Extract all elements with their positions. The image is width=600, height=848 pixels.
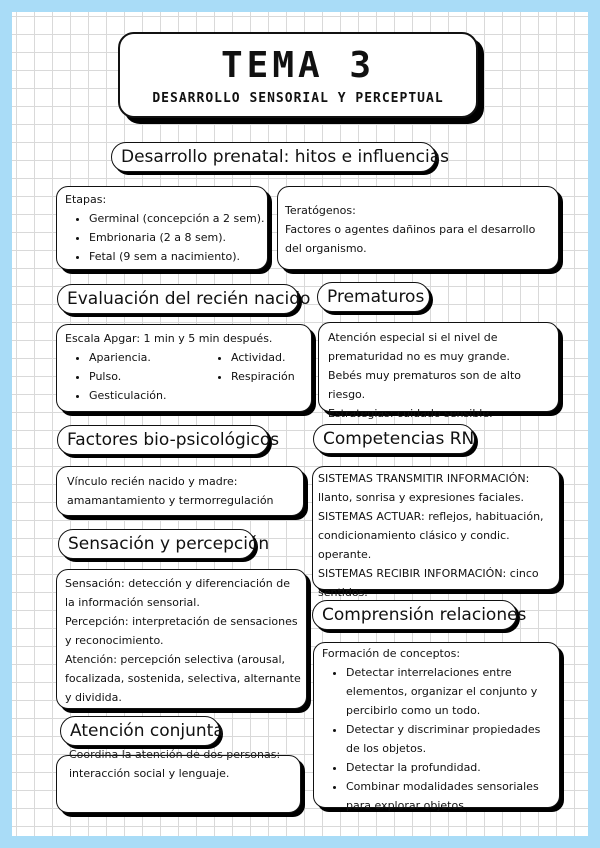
factores-box	[56, 466, 304, 516]
etapas-list	[65, 209, 267, 266]
heading-evaluacion: Evaluación del recién nacido	[57, 284, 299, 314]
transmitir-text: llanto, sonrisa y expresiones faciales.	[318, 491, 524, 504]
page-title: TEMA 3	[220, 45, 376, 86]
list-item: • Gesticulación.	[89, 386, 207, 405]
heading-competencias: Competencias RN	[313, 424, 475, 454]
list-item: • Actividad.	[231, 348, 295, 367]
factores-text: Vínculo recién nacido y madre: amamantamiento y termorregulación	[67, 475, 274, 507]
heading-factores: Factores bio-psicológicos	[57, 425, 269, 455]
heading-prenatal: Desarrollo prenatal: hitos e influencias	[111, 142, 436, 172]
actuar-text: reflejos, habituación, condicionamiento clásico y condic. operante.	[318, 510, 544, 561]
recibir-block	[318, 564, 555, 602]
heading-comprension: Comprensión relaciones	[312, 600, 517, 630]
apgar-text: Escala Apgar: 1 min y 5 min después.	[65, 332, 273, 345]
etapas-label: Etapas:	[65, 193, 107, 206]
actuar-block	[318, 507, 555, 564]
recibir-text: cinco sentidos.	[318, 567, 539, 599]
comprension-intro: Formación de conceptos:	[322, 647, 461, 660]
etapas-box	[56, 186, 268, 270]
actuar-label: SISTEMAS ACTUAR:	[318, 510, 425, 523]
transmitir-block	[318, 469, 555, 507]
prematuros-box	[318, 322, 559, 420]
comprension-box	[313, 642, 560, 812]
atencion-line: interacción social y lenguaje.	[69, 767, 230, 780]
heading-sensacion: Sensación y percepción	[58, 529, 255, 559]
list-item: • Detectar la profundidad.	[346, 758, 553, 777]
sensacion-line: Percepción: interpretación de sensaciones y reconocimiento.	[65, 615, 298, 647]
list-item: • Germinal (concepción a 2 sem).	[89, 209, 267, 228]
apgar-list-left	[65, 348, 207, 405]
prematuros-line: Atención especial si el nivel de prematuridad no es muy grande.	[328, 331, 510, 363]
recibir-label: SISTEMAS RECIBIR INFORMACIÓN:	[318, 567, 507, 580]
heading-prematuros: Prematuros	[317, 282, 430, 312]
title-card	[118, 32, 478, 118]
teratogenos-box	[277, 186, 559, 270]
list-item: • Pulso.	[89, 367, 207, 386]
sensacion-line: Atención: percepción selectiva (arousal, focalizada, sostenida, selectiva, alternante y dividida.	[65, 653, 301, 704]
heading-atencion: Atención conjunta	[60, 716, 220, 746]
apgar-list-right	[207, 348, 295, 405]
prematuros-line: Estrategias: cuidado sensible.	[328, 407, 493, 420]
list-item: • Detectar y discriminar propiedades de los objetos.	[346, 720, 553, 758]
prematuros-line: Bebés muy prematuros son de alto riesgo.	[328, 369, 522, 401]
list-item: • Detectar interrelaciones entre elementos, organizar el conjunto y percibirlo como un todo.	[346, 663, 553, 720]
list-item: • Apariencia.	[89, 348, 207, 367]
competencias-box	[312, 466, 560, 599]
list-item: • Combinar modalidades sensoriales para explorar objetos	[346, 777, 553, 815]
list-item: • Fetal (9 sem a nacimiento).	[89, 247, 267, 266]
atencion-box	[56, 748, 301, 813]
evaluacion-box	[56, 324, 312, 412]
sensacion-box	[56, 569, 307, 709]
sensacion-line: Sensación: detección y diferenciación de la información sensorial.	[65, 577, 290, 609]
teratogenos-label: Teratógenos:	[285, 204, 356, 217]
teratogenos-text: Factores o agentes dañinos para el desarrollo del organismo.	[285, 223, 536, 255]
transmitir-label: SISTEMAS TRANSMITIR INFORMACIÓN:	[318, 472, 530, 485]
list-item: • Respiración	[231, 367, 295, 386]
comprension-list	[322, 663, 553, 815]
atencion-line: Coordina la atención de dos personas:	[69, 748, 281, 761]
page-subtitle: DESARROLLO SENSORIAL Y PERCEPTUAL	[152, 91, 444, 106]
list-item: • Embrionaria (2 a 8 sem).	[89, 228, 267, 247]
